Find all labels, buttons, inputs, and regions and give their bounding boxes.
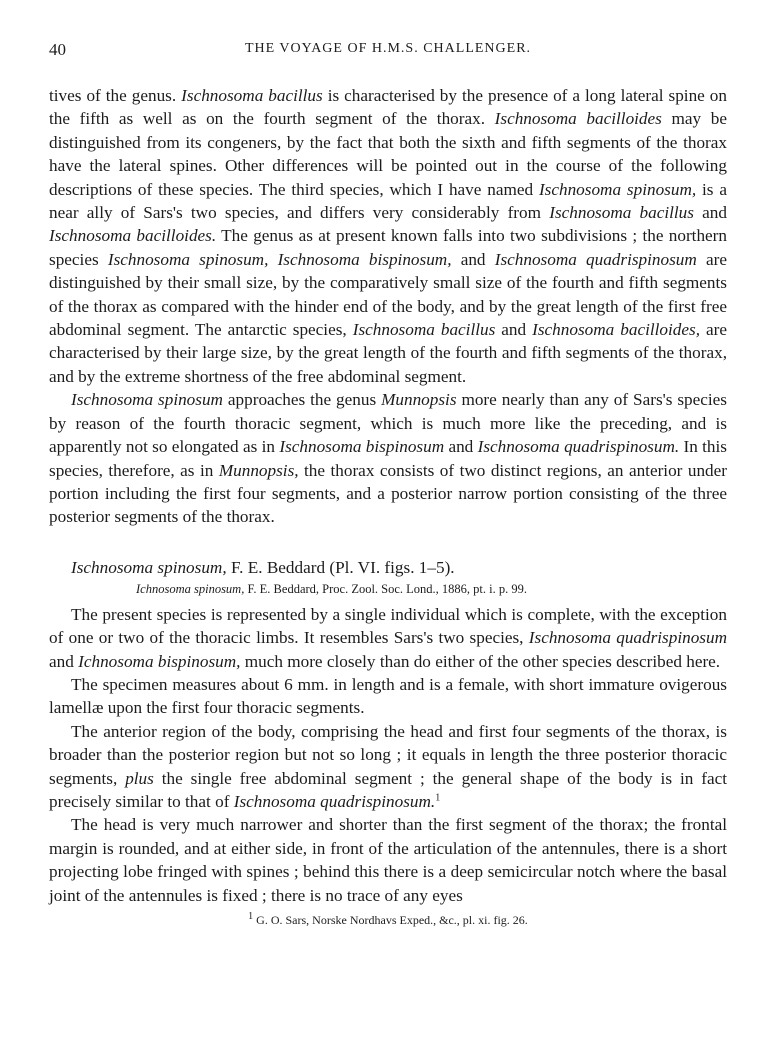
species-name: Ischnosoma spinosum, Ischnosoma bispinosum, bbox=[107, 249, 452, 269]
paragraph-munnopsis-comparison bbox=[49, 388, 727, 528]
footnote-text: G. O. Sars, Norske Nordhavs Exped., &c., pl. xi. fig. 26. bbox=[253, 913, 528, 927]
species-heading-name: Ischnosoma spinosum, bbox=[71, 557, 227, 577]
footnote bbox=[49, 911, 727, 929]
paragraph-specimen-representation bbox=[49, 603, 727, 673]
footnote-marker: 1 bbox=[248, 911, 254, 922]
species-name: Ischnosoma bacillus bbox=[549, 203, 694, 223]
species-name: Ichnosoma bispinosum, bbox=[78, 651, 241, 671]
text-run: approaches the genus bbox=[222, 390, 382, 410]
species-name: Ischnosoma quadrispinosum bbox=[528, 628, 727, 648]
paragraph-specimen-measurement bbox=[49, 673, 727, 720]
emphasis: plus bbox=[125, 768, 154, 788]
text-run: are distinguished by their small size, by the comparatively small size of the fourth and fifth segments of the thorax as compared with the hinder end of the body, and by the great length of the first free abdominal segment. The antarctic species, bbox=[49, 249, 727, 340]
running-head bbox=[49, 40, 727, 66]
synonymy-citation bbox=[49, 579, 727, 599]
species-name: Ischnosoma bispinosum bbox=[279, 437, 445, 457]
paragraph-body-regions bbox=[49, 720, 727, 814]
text-run: and bbox=[444, 437, 478, 457]
text-run: more nearly than any of Sars's species by reason of the fourth thoracic segment, which is much more like the preceding, and is apparently not so elongated as in bbox=[49, 390, 727, 457]
genus-name: Munnopsis, bbox=[218, 460, 299, 480]
paragraph-head-description bbox=[49, 813, 727, 907]
species-name: Ischnosoma bacilloides bbox=[494, 109, 662, 129]
text-run: The present species is represented by a single individual which is complete, with the exception of one or two of the thoracic limbs. It resembles Sars's two species, bbox=[49, 604, 727, 648]
text-run: is characterised by the presence of a long lateral spine on the fifth as well as on the fourth segment of the thorax. bbox=[49, 86, 727, 129]
text-run: is a near ally of Sars's two species, and differs very considerably from bbox=[49, 179, 727, 223]
synonymy-reference: F. E. Beddard, Proc. Zool. Soc. Lond., 1886, pt. i. p. 99. bbox=[244, 581, 528, 596]
header-title: THE VOYAGE OF H.M.S. CHALLENGER. bbox=[244, 41, 532, 56]
page-number: 40 bbox=[49, 40, 66, 59]
text-run: The genus as at present known falls into two subdivisions ; the northern species bbox=[49, 226, 727, 269]
species-name: Ischnosoma spinosum, bbox=[538, 179, 697, 199]
text-run: The specimen measures about 6 mm. in length and is a female, with short immature ovigerous lamellæ upon the first four thoracic segments. bbox=[49, 674, 727, 718]
species-name: Ischnosoma bacilloides. bbox=[49, 226, 217, 246]
genus-name: Munnopsis bbox=[381, 390, 457, 410]
page bbox=[49, 40, 727, 929]
text-run: In this species, therefore, as in bbox=[49, 437, 727, 480]
text-run: the thorax consists of two distinct regions, an anterior under portion including the first four segments, and a posterior narrow portion consisting of the three posterior segments of the thorax. bbox=[49, 460, 727, 527]
text-run: may be distinguished from its congeners, by the fact that both the sixth and fifth segments of the thorax have the lateral spines. Other differences will be pointed out in the course of the following descriptions of these species. The third species, which I have named bbox=[49, 109, 727, 199]
text-run: and bbox=[495, 320, 533, 340]
text-run: tives of the genus. bbox=[49, 86, 182, 105]
species-name: Ischnosoma quadrispinosum. bbox=[477, 437, 680, 457]
text-run: and bbox=[451, 249, 495, 269]
species-name: Ischnosoma bacillus bbox=[352, 320, 496, 340]
text-run: The head is very much narrower and shorter than the first segment of the thorax; the frontal margin is rounded, and at either side, in front of the articulation of the antennules, there is a short projecting lobe fringed with spines ; behind this there is a deep semicircular notch where the basal joint of the antennules is fixed ; there is no trace of any eyes bbox=[49, 815, 727, 905]
synonymy-name: Ichnosoma spinosum, bbox=[136, 581, 245, 596]
species-name: Ischnosoma quadrispinosum. bbox=[233, 791, 436, 811]
species-heading-authority: F. E. Beddard (Pl. VI. figs. 1–5). bbox=[226, 557, 455, 577]
paragraph-genus-overview bbox=[49, 84, 727, 388]
species-heading bbox=[49, 556, 727, 579]
species-name: Ischnosoma spinosum bbox=[71, 390, 223, 410]
text-run: and bbox=[693, 203, 727, 223]
text-run: the single free abdominal segment ; the general shape of the body is in fact precisely similar to that of bbox=[49, 768, 727, 811]
species-name: Ischnosoma bacillus bbox=[181, 86, 323, 105]
text-run: and bbox=[49, 651, 79, 671]
text-run: The anterior region of the body, comprising the head and first four segments of the thorax, is broader than the posterior region but not so long ; it equals in length the three posterior thoracic segments, bbox=[49, 721, 727, 788]
species-name: Ischnosoma quadrispinosum bbox=[494, 249, 697, 269]
footnote-reference: 1 bbox=[435, 792, 441, 804]
text-run: much more closely than do either of the other species described here. bbox=[240, 651, 721, 671]
text-run: are characterised by their large size, by the great length of the fourth and fifth segments of the thorax, and by the extreme shortness of the free abdominal segment. bbox=[49, 320, 727, 386]
species-name: Ischnosoma bacilloides, bbox=[532, 320, 700, 340]
